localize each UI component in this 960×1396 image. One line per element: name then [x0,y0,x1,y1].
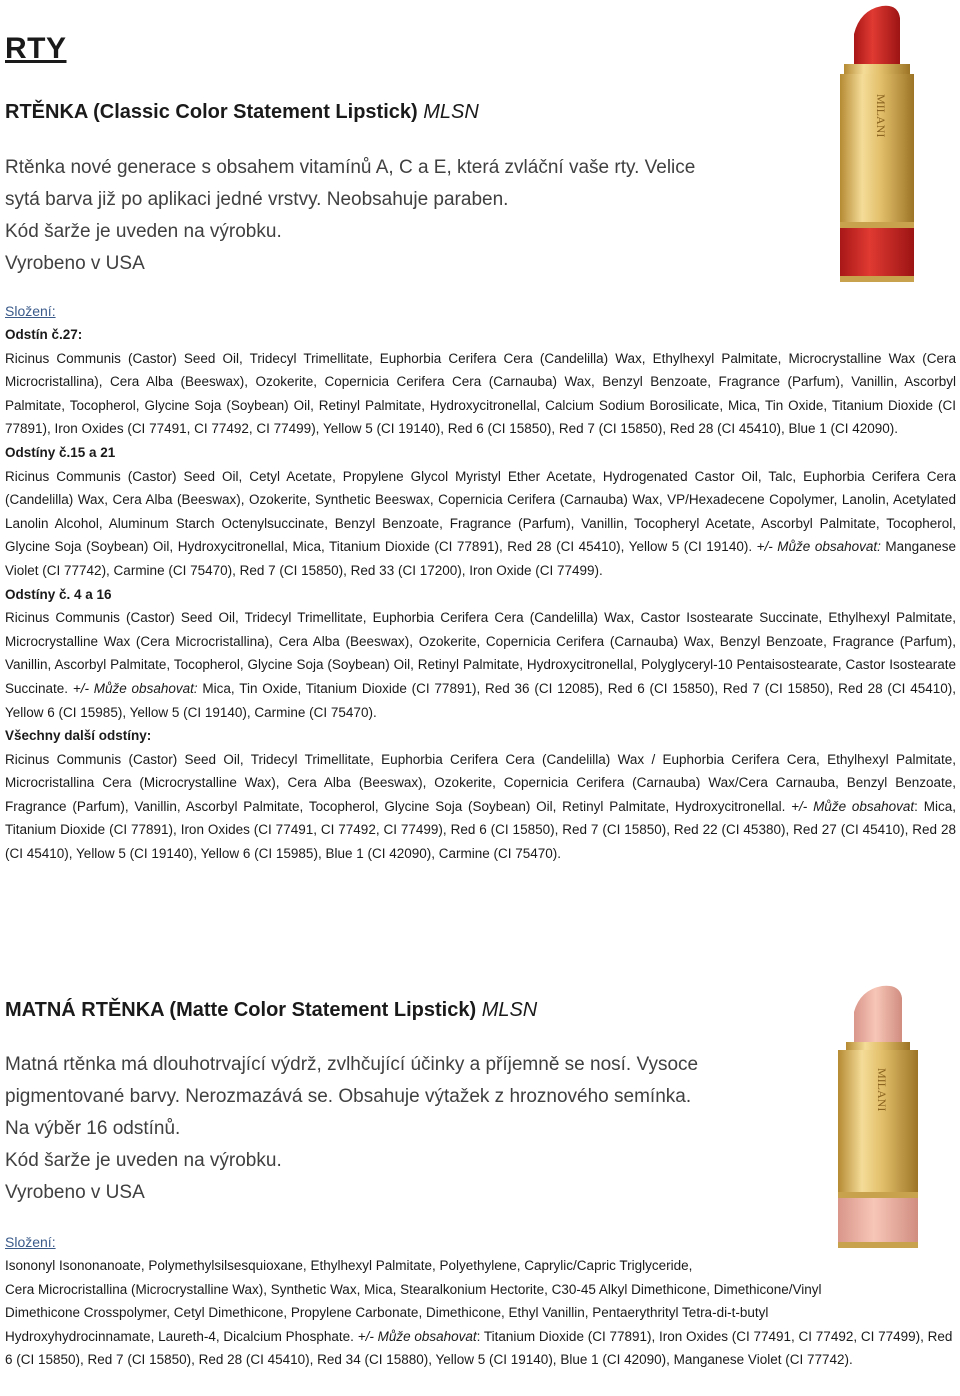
product1-ingredients [5,323,956,866]
ingredients-text: Ricinus Communis (Castor) Seed Oil, Tridecyl Trimellitate, Euphorbia Cerifera Cera (Candelilla) Wax, Castor Isostearate Succinate, Ethylhexyl Palmitate, Microcrystalline Wax (Cera Microcristallina), Cera Alba (Beeswax), Ozokerite, Copernicia Cerifera (Carnauba) Wax, Benzyl Benzoate, Fragrance (Parfum), Vanillin, Ascorbyl Palmitate, Tocopherol, Glycine Soja (Soybean) Oil, Retinyl Palmitate, Hydroxycitronellal, Polyglyceryl-10 Pentaisostearate, Castor Isostearate Succinate. +/- Může obsahovat: Mica, Tin Oxide, Titanium Dioxide (CI 77891), Red 36 (CI 12085), Red 6 (CI 15850), Red 7 (CI 15850), Red 28 (CI 45410), Yellow 6 (CI 15985), Yellow 5 (CI 19140), Carmine (CI 75470). [5,610,956,720]
intro-line: Na výběr 16 odstínů. [5,1118,181,1139]
intro-line: Vyrobeno v USA [5,253,145,274]
product2-intro [5,1049,795,1209]
shade-heading: Odstíny č. 4 a 16 [5,586,112,602]
product2-lipstick-image [808,982,958,1250]
product2-composition-label: Složení: [5,1234,56,1250]
product1-brand: MLSN [423,101,479,123]
may-contain-note: +/- Může obsahovat [357,1328,477,1344]
ingredients-text: Ricinus Communis (Castor) Seed Oil, Tridecyl Trimellitate, Euphorbia Cerifera Cera (Candelilla) Wax, Ethylhexyl Palmitate, Microcrystalline Wax (Cera Microcristallina), Cera Alba (Beeswax), Ozokerite, Copernicia Cerifera Cera (Carnauba) Wax, Benzyl Benzoate, Fragrance (Parfum), Vanillin, Ascorbyl Palmitate, Tocopherol, Glycine Soja (Soybean) Oil, Retinyl Palmitate, Hydroxycitronellal, Calcium Sodium Borosilicate, Mica, Tin Oxide, Titanium Dioxide (CI 77891), Iron Oxides (CI 77491, CI 77492, CI 77499), Yellow 5 (CI 19140), Red 6 (CI 15850), Red 7 (CI 15850), Red 28 (CI 45410), Blue 1 (CI 42090). [5,350,956,437]
product1-heading [5,101,479,124]
may-contain-note: +/- Může obsahovat [791,798,915,814]
product2-heading [5,999,537,1022]
product1-composition-label: Složení: [5,303,56,319]
shade-heading: Všechny další odstíny: [5,728,152,744]
image-brand-label: MILANI [875,1068,889,1112]
product1-lipstick-image [804,4,954,304]
may-contain-note: +/- Může obsahovat: [756,539,881,555]
ingredients-line: Hydroxyhydrocinnamate, Laureth-4, Dicalcium Phosphate. +/- Může obsahovat: Titanium Dioxide (CI 77891), Iron Oxides (CI 77491, CI 77492, CI 77499), Red 6 (CI 15850), Red 7 (CI 15850), Red 28 (CI 45410), Red 34 (CI 15880), Yellow 5 (CI 19140), Blue 1 (CI 42090), Manganese Violet (CI 77742). [5,1328,953,1368]
may-contain-note: +/- Může obsahovat: [72,680,198,696]
shade-heading: Odstíny č.15 a 21 [5,444,116,460]
intro-line: Kód šarže je uveden na výrobku. [5,1150,282,1171]
product2-name: MATNÁ RTĚNKA (Matte Color Statement Lipstick) [5,999,477,1021]
ingredients-text: Ricinus Communis (Castor) Seed Oil, Tridecyl Trimellitate, Euphorbia Cerifera Cera (Candelilla) Wax / Euphorbia Cerifera Cera, Ethylhexyl Palmitate, Microcristallina Cera (Microcrystalline Wax), Cera Alba (Beeswax), Ozokerite, Copernicia Cerifera (Carnauba) Wax/Cera Carnauba, Benzyl Benzoate, Fragrance (Parfum), Vanillin, Ascorbyl Palmitate, Tocopherol, Glycine Soja (Soybean) Oil, Retinyl Palmitate, Hydroxycitronellal. +/- Může obsahovat: Mica, Titanium Dioxide (CI 77891), Iron Oxides (CI 77491, CI 77492, CI 77499), Red 6 (CI 15850), Red 7 (CI 15850), Red 22 (CI 45380), Red 27 (CI 45410), Red 28 (CI 45410), Yellow 5 (CI 19140), Yellow 6 (CI 15985), Blue 1 (CI 42090), Carmine (CI 75470). [5,751,956,862]
intro-line: pigmentované barvy. Nerozmazává se. Obsahuje výtažek z hroznového semínka. [5,1086,692,1107]
image-brand-label: MILANI [874,94,888,138]
ingredients-line: Cera Microcristallina (Microcrystalline Wax), Synthetic Wax, Mica, Stearalkonium Hectorite, C30-45 Alkyl Dimethicone, Dimethicone/Vinyl [5,1281,822,1297]
intro-line: Vyrobeno v USA [5,1182,145,1203]
product2-brand: MLSN [481,999,538,1021]
ingredients-line: Isononyl Isononanoate, Polymethylsilsesquioxane, Ethylhexyl Palmitate, Polyethylene, Caprylic/Capric Triglyceride, [5,1258,693,1273]
page-title: RTY [5,32,67,65]
product1-name: RTĚNKA (Classic Color Statement Lipstick) [5,101,418,123]
intro-line: Kód šarže je uveden na výrobku. [5,221,282,242]
intro-line: Matná rtěnka má dlouhotrvající výdrž, zvlhčující účinky a příjemně se nosí. Vysoce [5,1054,699,1075]
intro-line: sytá barva již po aplikaci jedné vrstvy. Neobsahuje paraben. [5,189,509,210]
product2-ingredients [5,1254,956,1372]
ingredients-line: Dimethicone Crosspolymer, Cetyl Dimethicone, Propylene Carbonate, Dimethicone, Ethyl Vanillin, Pentaerythrityl Tetra-di-t-butyl [5,1305,769,1321]
product1-intro [5,152,795,280]
shade-heading: Odstín č.27: [5,327,83,342]
intro-line: Rtěnka nové generace s obsahem vitamínů A, C a E, která zvláční vaše rty. Velice [5,157,696,178]
ingredients-text: Ricinus Communis (Castor) Seed Oil, Cetyl Acetate, Propylene Glycol Myristyl Ether Acetate, Hydrogenated Castor Oil, Talc, Euphorbia Cerifera Cera (Candelilla) Wax, Cera Alba (Beeswax), Ozokerite, Synthetic Beeswax, Copernicia Cerifera (Carnauba) Wax, VP/Hexadecene Copolymer, Lanolin, Acetylated Lanolin Alcohol, Aluminum Starch Octenylsuccinate, Benzyl Benzoate, Fragrance (Parfum), Vanillin, Tocopheryl Acetate, Ascorbyl Palmitate, Tocopherol, Glycine Soja (Soybean) Oil, Hydroxycitronellal, Mica, Titanium Dioxide (CI 77891), Red 28 (CI 45410), Yellow 5 (CI 19140). +/- Může obsahovat: Manganese Violet (CI 77742), Carmine (CI 75470), Red 7 (CI 15850), Red 33 (CI 17200), Iron Oxide (CI 77499). [5,468,956,578]
